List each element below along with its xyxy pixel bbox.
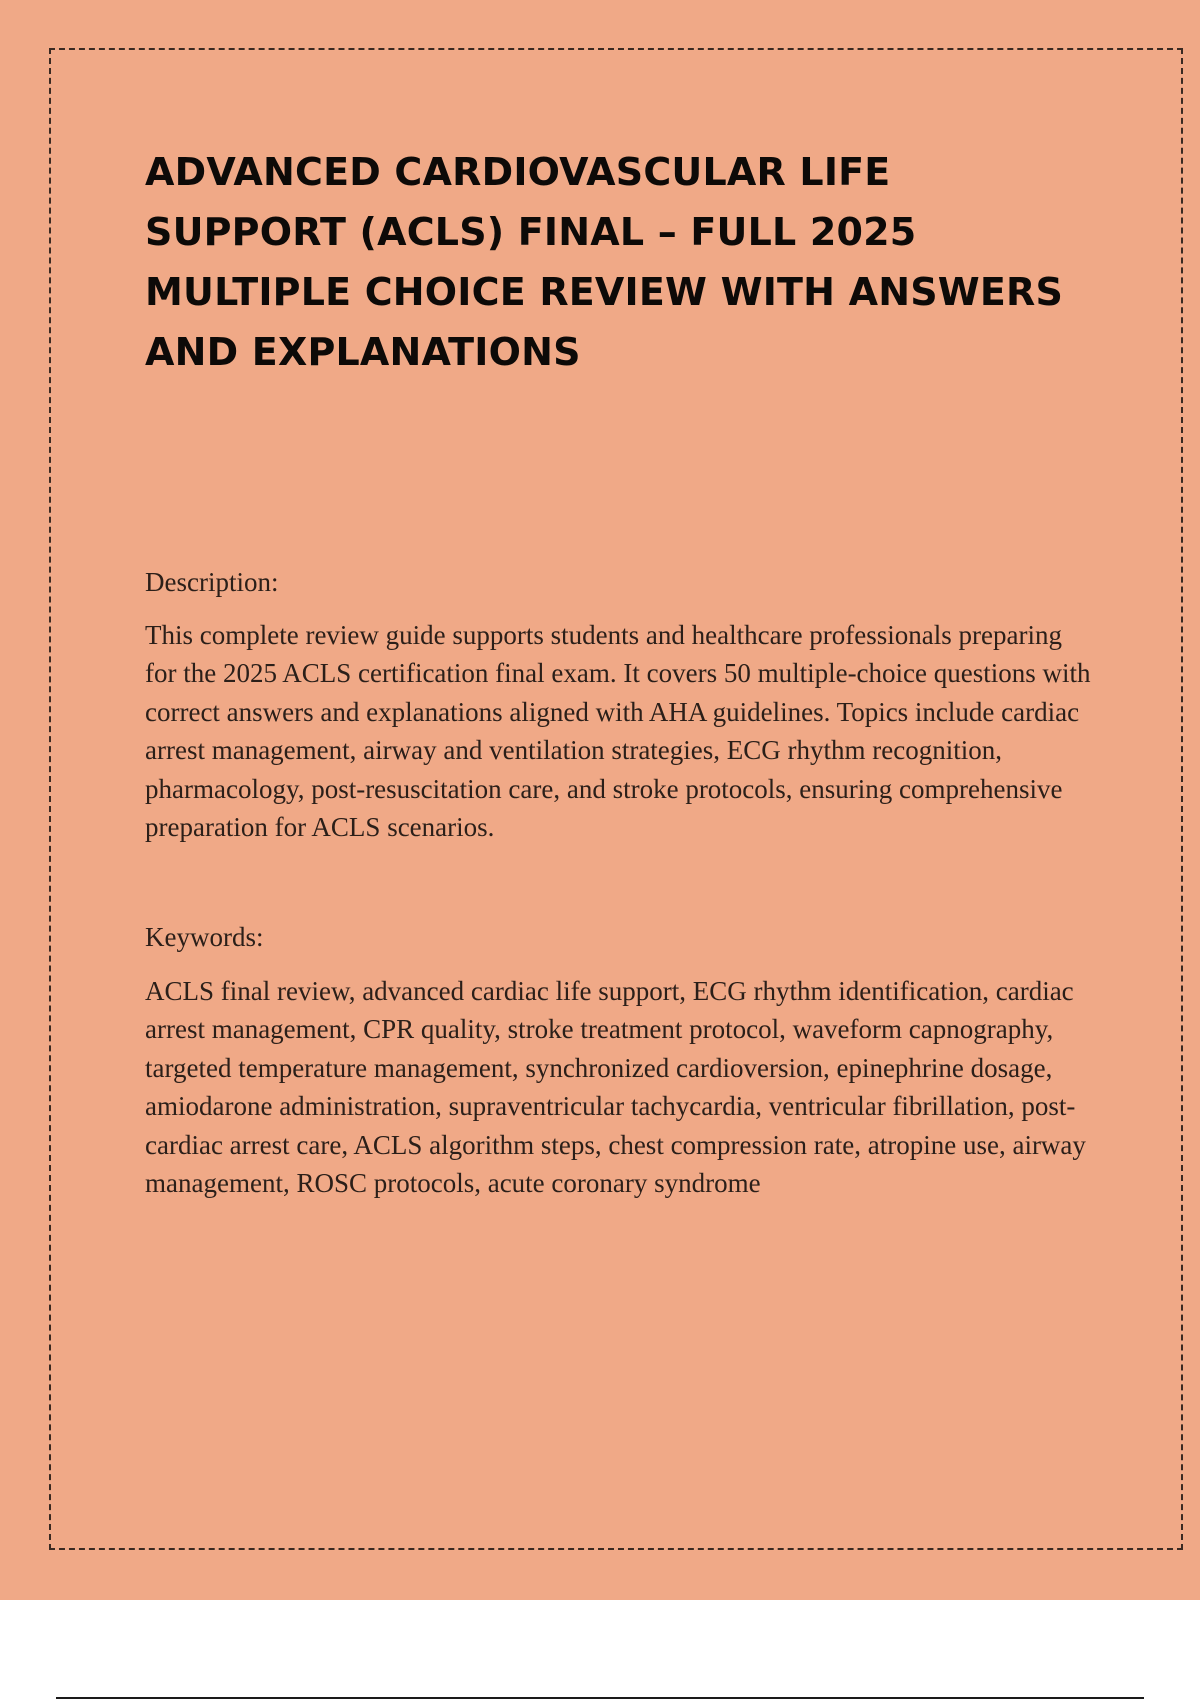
document-title: ADVANCED CARDIOVASCULAR LIFE SUPPORT (ACLS) FINAL – FULL 2025 MULTIPLE CHOICE REVIEW WITH ANSWERS AND EXPLANATIONS <box>145 150 1064 374</box>
description-label: Description: <box>145 567 279 597</box>
description-text: This complete review guide supports students and healthcare professionals preparing for the 2025 ACLS certification final exam. It covers 50 multiple-choice questions with correct answers and explanations aligned with AHA guidelines. Topics include cardiac arrest management, airway and ventilation strategies, ECG rhythm recognition, pharmacology, post-resuscitation care, and stroke protocols, ensuring comprehensive preparation for ACLS scenarios. <box>145 620 1091 843</box>
footer-divider <box>56 1697 1144 1699</box>
keywords-text: ACLS final review, advanced cardiac life support, ECG rhythm identification, cardiac arrest management, CPR quality, stroke treatment protocol, waveform capnography, targeted temperature management, synchronized cardioversion, epinephrine dosage, amiodarone administration, supraventricular tachycardia, ventricular fibrillation, post-cardiac arrest care, ACLS algorithm steps, chest compression rate, atropine use, airway management, ROSC protocols, acute coronary syndrome <box>145 976 1086 1199</box>
keywords-label: Keywords: <box>145 922 264 952</box>
